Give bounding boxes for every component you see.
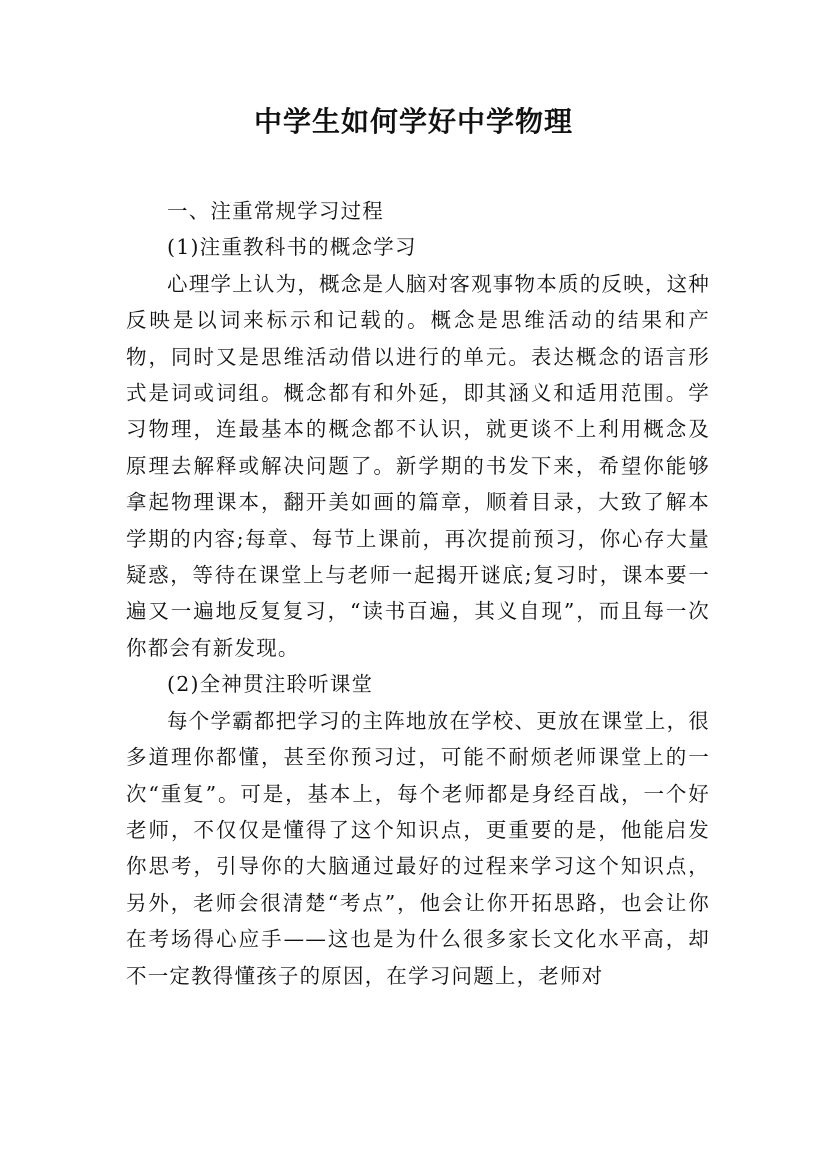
document-title: 中学生如何学好中学物理	[253, 105, 573, 138]
subheading-concept-learning: (1)注重教科书的概念学习	[167, 235, 417, 260]
document-body	[126, 193, 710, 994]
paragraph-attentive-listening: 每个学霸都把学习的主阵地放在学校、更放在课堂上，很多道理你都懂，甚至你预习过，可能不耐烦老师课堂上的一次“重复”。可是，基本上，每个老师都是身经百战，一个好老师，不仅仅是懂得了这个知识点，更重要的是，他能启发你思考，引导你的大脑通过最好的过程来学习这个知识点，另外，老师会很清楚“考点”，他会让你开拓思路，也会让你在考场得心应手——这也是为什么很多家长文化水平高，却不一定教得懂孩子的原因，在学习问题上，老师对	[126, 708, 710, 988]
paragraph-concept-learning: 心理学上认为，概念是人脑对客观事物本质的反映，这种反映是以词来标示和记载的。概念是思维活动的结果和产物，同时又是思维活动借以进行的单元。表达概念的语言形式是词或词组。概念都有和外延，即其涵义和适用范围。学习物理，连最基本的概念都不认识，就更谈不上利用概念及原理去解释或解决问题了。新学期的书发下来，希望你能够拿起物理课本，翻开美如画的篇章，顺着目录，大致了解本学期的内容;每章、每节上课前，再次提前预习，你心存大量疑惑，等待在课堂上与老师一起揭开谜底;复习时，课本要一遍又一遍地反复复习，“读书百遍，其义自现”，而且每一次你都会有新发现。	[126, 271, 710, 660]
section-heading: 一、注重常规学习过程	[167, 199, 384, 223]
subheading-attentive-listening: (2)全神贯注聆听课堂	[167, 672, 374, 697]
